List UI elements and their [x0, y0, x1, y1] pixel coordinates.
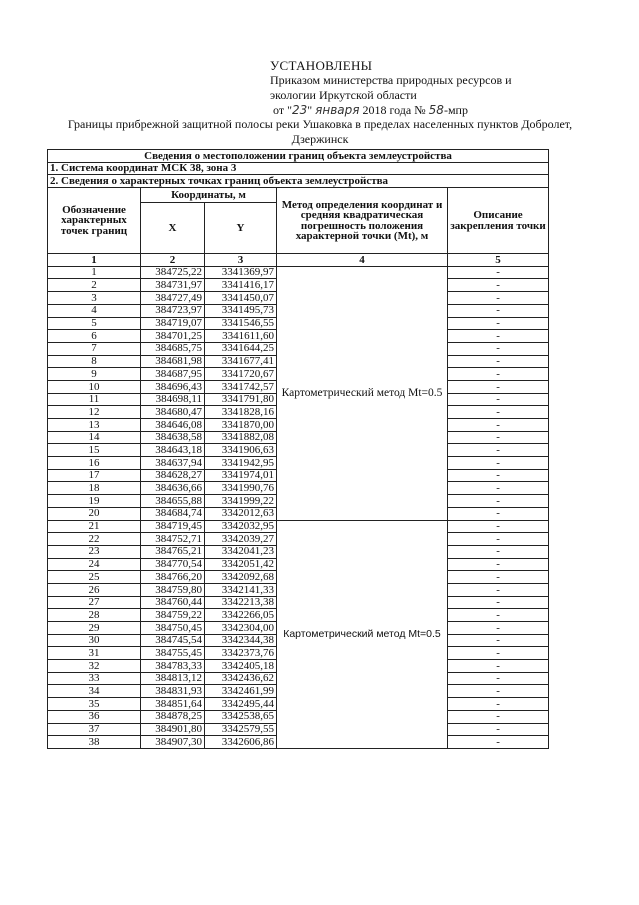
point-number: 22 [48, 533, 141, 546]
date-year: 2018 года № [362, 103, 426, 117]
header-x: X [141, 203, 205, 254]
coord-y: 3341742,57 [205, 380, 277, 393]
coord-x: 384701,25 [141, 330, 205, 343]
coord-y: 3341999,22 [205, 495, 277, 508]
approval-date-line [270, 103, 610, 118]
date-month: января [315, 103, 360, 117]
point-description: - [448, 685, 549, 698]
coord-y: 3342579,55 [205, 723, 277, 736]
document-title [40, 117, 600, 147]
date-mid: " [307, 103, 313, 117]
order-number: 58 [428, 103, 444, 117]
point-description: - [448, 672, 549, 685]
point-description: - [448, 279, 549, 292]
point-description: - [448, 457, 549, 470]
point-number: 21 [48, 520, 141, 533]
point-number: 3 [48, 292, 141, 305]
coord-x: 384687,95 [141, 368, 205, 381]
coord-y: 3341450,07 [205, 292, 277, 305]
point-number: 6 [48, 330, 141, 343]
coord-x: 384685,75 [141, 342, 205, 355]
point-number: 25 [48, 571, 141, 584]
point-number: 17 [48, 469, 141, 482]
coord-y: 3342051,42 [205, 558, 277, 571]
point-number: 34 [48, 685, 141, 698]
coord-y: 3341720,67 [205, 368, 277, 381]
coord-x: 384759,80 [141, 583, 205, 596]
coord-x: 384765,21 [141, 545, 205, 558]
point-description: - [448, 647, 549, 660]
point-number: 29 [48, 622, 141, 635]
point-description: - [448, 342, 549, 355]
coord-x: 384655,88 [141, 495, 205, 508]
point-number: 31 [48, 647, 141, 660]
coord-y: 3341870,00 [205, 419, 277, 432]
coord-x: 384759,22 [141, 609, 205, 622]
coord-x: 384681,98 [141, 355, 205, 368]
approval-status: УСТАНОВЛЕНЫ [270, 58, 373, 73]
section-title: Сведения о местоположении границ объекта землеустройства [48, 150, 549, 163]
point-description: - [448, 558, 549, 571]
coord-y: 3341546,55 [205, 317, 277, 330]
coord-x: 384696,43 [141, 380, 205, 393]
point-description: - [448, 482, 549, 495]
point-description: - [448, 444, 549, 457]
coord-y: 3341677,41 [205, 355, 277, 368]
coord-x: 384755,45 [141, 647, 205, 660]
coord-x: 384851,64 [141, 698, 205, 711]
point-description: - [448, 634, 549, 647]
point-number: 4 [48, 304, 141, 317]
document-title-line-1: Границы прибрежной защитной полосы реки Ушаковка в пределах населенных пунктов Добролет, [67, 117, 573, 131]
point-description: - [448, 419, 549, 432]
coord-x: 384643,18 [141, 444, 205, 457]
point-number: 33 [48, 672, 141, 685]
point-description: - [448, 698, 549, 711]
point-number: 38 [48, 736, 141, 749]
table-row [48, 266, 549, 279]
column-number-5: 5 [448, 254, 549, 267]
coord-y: 3342373,76 [205, 647, 277, 660]
coord-x: 384719,45 [141, 520, 205, 533]
point-number: 35 [48, 698, 141, 711]
point-number: 24 [48, 558, 141, 571]
point-number: 10 [48, 380, 141, 393]
point-number: 32 [48, 660, 141, 673]
coord-y: 3342538,65 [205, 710, 277, 723]
point-description: - [448, 304, 549, 317]
method-cell: Картометрический метод Mt=0.5 [277, 520, 448, 748]
point-number: 26 [48, 583, 141, 596]
point-number: 23 [48, 545, 141, 558]
coord-y: 3341990,76 [205, 482, 277, 495]
column-number-3: 3 [205, 254, 277, 267]
coord-y: 3342092,68 [205, 571, 277, 584]
coord-y: 3341942,95 [205, 457, 277, 470]
point-description: - [448, 292, 549, 305]
coord-x: 384831,93 [141, 685, 205, 698]
coord-x: 384719,07 [141, 317, 205, 330]
point-description: - [448, 317, 549, 330]
header-method: Метод определения координат и средняя квадратическая погрешность положения характерной точки (Mt), м [277, 188, 448, 254]
point-description: - [448, 431, 549, 444]
point-number: 12 [48, 406, 141, 419]
coord-x: 384766,20 [141, 571, 205, 584]
point-number: 9 [48, 368, 141, 381]
coord-y: 3342344,38 [205, 634, 277, 647]
coord-y: 3341611,60 [205, 330, 277, 343]
approval-block [270, 58, 610, 118]
coord-x: 384698,11 [141, 393, 205, 406]
method-cell: Картометрический метод Mt=0.5 [277, 266, 448, 520]
coord-y: 3342436,62 [205, 672, 277, 685]
point-description: - [448, 355, 549, 368]
header-designation: Обозначение характерных точек границ [48, 188, 141, 254]
point-number: 8 [48, 355, 141, 368]
coord-x: 384752,71 [141, 533, 205, 546]
column-number-4: 4 [277, 254, 448, 267]
point-number: 14 [48, 431, 141, 444]
coord-y: 3342041,23 [205, 545, 277, 558]
coord-y: 3341495,73 [205, 304, 277, 317]
coord-y: 3341906,63 [205, 444, 277, 457]
point-description: - [448, 406, 549, 419]
approval-line-1: Приказом министерства природных ресурсов и [270, 73, 512, 87]
coord-x: 384725,22 [141, 266, 205, 279]
point-description: - [448, 545, 549, 558]
point-number: 37 [48, 723, 141, 736]
coord-x: 384731,97 [141, 279, 205, 292]
point-description: - [448, 368, 549, 381]
point-description: - [448, 596, 549, 609]
coord-y: 3341644,25 [205, 342, 277, 355]
point-number: 18 [48, 482, 141, 495]
coord-y: 3342039,27 [205, 533, 277, 546]
coord-y: 3341974,01 [205, 469, 277, 482]
coord-y: 3341416,17 [205, 279, 277, 292]
point-description: - [448, 609, 549, 622]
point-number: 20 [48, 507, 141, 520]
point-description: - [448, 583, 549, 596]
point-description: - [448, 393, 549, 406]
coord-x: 384770,54 [141, 558, 205, 571]
point-description: - [448, 266, 549, 279]
point-number: 5 [48, 317, 141, 330]
coord-x: 384727,49 [141, 292, 205, 305]
coord-x: 384636,66 [141, 482, 205, 495]
coord-y: 3342304,00 [205, 622, 277, 635]
table-row [48, 520, 549, 533]
point-number: 15 [48, 444, 141, 457]
coord-y: 3341828,16 [205, 406, 277, 419]
column-number-2: 2 [141, 254, 205, 267]
point-description: - [448, 330, 549, 343]
point-description: - [448, 520, 549, 533]
coordinate-system: 1. Система координат МСК 38, зона 3 [48, 162, 549, 175]
point-description: - [448, 495, 549, 508]
point-number: 27 [48, 596, 141, 609]
header-y: Y [205, 203, 277, 254]
point-description: - [448, 723, 549, 736]
header-coordinates: Координаты, м [141, 188, 277, 203]
order-suffix: -мпр [443, 103, 468, 117]
coord-y: 3341882,08 [205, 431, 277, 444]
point-description: - [448, 622, 549, 635]
coord-y: 3342141,33 [205, 583, 277, 596]
document-title-line-2: Дзержинск [291, 132, 349, 146]
coord-y: 3342461,99 [205, 685, 277, 698]
coord-x: 384628,27 [141, 469, 205, 482]
coordinates-table [47, 149, 549, 749]
point-number: 2 [48, 279, 141, 292]
point-number: 13 [48, 419, 141, 432]
header-description: Описание закрепления точки [448, 188, 549, 254]
point-number: 16 [48, 457, 141, 470]
coord-x: 384637,94 [141, 457, 205, 470]
coord-x: 384745,54 [141, 634, 205, 647]
point-number: 28 [48, 609, 141, 622]
coord-x: 384638,58 [141, 431, 205, 444]
coord-x: 384680,47 [141, 406, 205, 419]
point-description: - [448, 571, 549, 584]
coord-x: 384723,97 [141, 304, 205, 317]
point-number: 7 [48, 342, 141, 355]
date-day: 23 [291, 103, 308, 117]
point-description: - [448, 380, 549, 393]
point-description: - [448, 507, 549, 520]
coord-x: 384813,12 [141, 672, 205, 685]
points-section-label: 2. Сведения о характерных точках границ объекта землеустройства [48, 175, 549, 188]
coord-y: 3342405,18 [205, 660, 277, 673]
point-description: - [448, 660, 549, 673]
point-description: - [448, 533, 549, 546]
point-description: - [448, 710, 549, 723]
point-number: 11 [48, 393, 141, 406]
coord-y: 3342012,63 [205, 507, 277, 520]
coord-x: 384750,45 [141, 622, 205, 635]
coord-x: 384783,33 [141, 660, 205, 673]
coord-x: 384907,30 [141, 736, 205, 749]
coord-x: 384646,08 [141, 419, 205, 432]
coord-x: 384684,74 [141, 507, 205, 520]
point-description: - [448, 469, 549, 482]
point-number: 19 [48, 495, 141, 508]
coord-x: 384878,25 [141, 710, 205, 723]
coord-y: 3342266,05 [205, 609, 277, 622]
coord-y: 3341791,80 [205, 393, 277, 406]
point-description: - [448, 736, 549, 749]
point-number: 1 [48, 266, 141, 279]
date-prefix: от " [273, 103, 292, 117]
coord-x: 384901,80 [141, 723, 205, 736]
coord-x: 384760,44 [141, 596, 205, 609]
approval-line-2: экологии Иркутской области [270, 88, 417, 102]
point-number: 30 [48, 634, 141, 647]
coord-y: 3342495,44 [205, 698, 277, 711]
coord-y: 3342213,38 [205, 596, 277, 609]
column-number-1: 1 [48, 254, 141, 267]
coord-y: 3342606,86 [205, 736, 277, 749]
coord-y: 3341369,97 [205, 266, 277, 279]
coord-y: 3342032,95 [205, 520, 277, 533]
point-number: 36 [48, 710, 141, 723]
